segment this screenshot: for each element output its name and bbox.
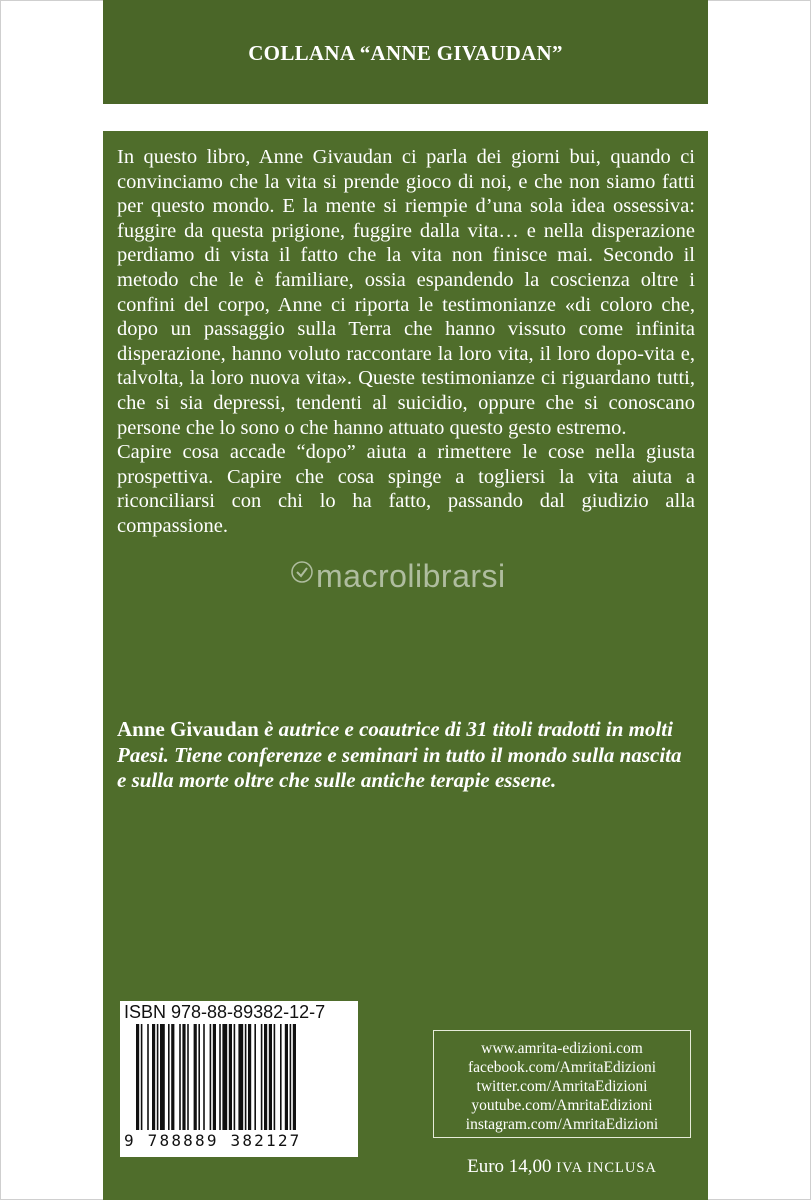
- links-box: [433, 1030, 691, 1138]
- description-paragraph: In questo libro, Anne Givaudan ci parla dei giorni bui, quando ci convinciamo che la vita si prende gioco di noi, e che non siamo fatti per questo mondo. E la mente si riempie d’una sola idea ossessiva: fuggire da questa prigione, fuggire dalla vita… e nella disperazione perdiamo di vista il fatto che la vita non finisce mai. Secondo il metodo che le è familiare, ossia espandendo la coscienza oltre i confini del corpo, Anne ci riporta le testimonianze «di coloro che, dopo un passaggio sulla Terra che hanno vissuto come infinita disperazione, hanno voluto raccontare la loro vita, il loro dopo-vita e, talvolta, la loro nuova vita». Queste testimonianze ci riguardano tutti, che si sia depressi, tendenti al suicidio, oppure che si conoscano persone che lo sono o che hanno attuato questo gesto estremo.: [117, 146, 695, 439]
- checkmark-icon: [291, 561, 313, 583]
- barcode-box: [120, 1001, 358, 1157]
- description-paragraph: Capire cosa accade “dopo” aiuta a rimettere le cose nella giusta prospettiva. Capire che cosa spinge a togliersi la vita aiuta a riconciliarsi con chi lo ha fatto, passando dal giudizio alla compassione.: [117, 441, 695, 537]
- author-bio-text: è autrice e coautrice di 31 titoli tradotti in molti Paesi. Tiene conferenze e seminari in tutto il mondo sulla nascita e sulla morte oltre che sulle antiche terapie essene.: [117, 717, 682, 792]
- isbn-label: ISBN 978-88-89382-12-7: [124, 1002, 326, 1022]
- price-tax-note: IVA INCLUSA: [556, 1160, 657, 1176]
- link-instagram[interactable]: instagram.com/AmritaEdizioni: [465, 1116, 659, 1133]
- barcode-icon: [136, 1024, 342, 1130]
- author-name: Anne Givaudan: [117, 717, 259, 741]
- link-website[interactable]: www.amrita-edizioni.com: [481, 1040, 643, 1057]
- link-facebook[interactable]: facebook.com/AmritaEdizioni: [467, 1059, 657, 1076]
- book-description: [117, 145, 695, 539]
- watermark: macrolibrarsi: [316, 558, 506, 594]
- link-youtube[interactable]: youtube.com/AmritaEdizioni: [471, 1097, 653, 1114]
- price: [433, 1156, 691, 1178]
- author-bio: [117, 717, 695, 794]
- series-title: COLLANA “ANNE GIVAUDAN”: [248, 41, 563, 65]
- price-amount: Euro 14,00: [467, 1156, 552, 1177]
- link-twitter[interactable]: twitter.com/AmritaEdizioni: [476, 1078, 648, 1095]
- barcode-digits: 9 788889 382127: [124, 1131, 302, 1150]
- separator-strip: [103, 104, 708, 131]
